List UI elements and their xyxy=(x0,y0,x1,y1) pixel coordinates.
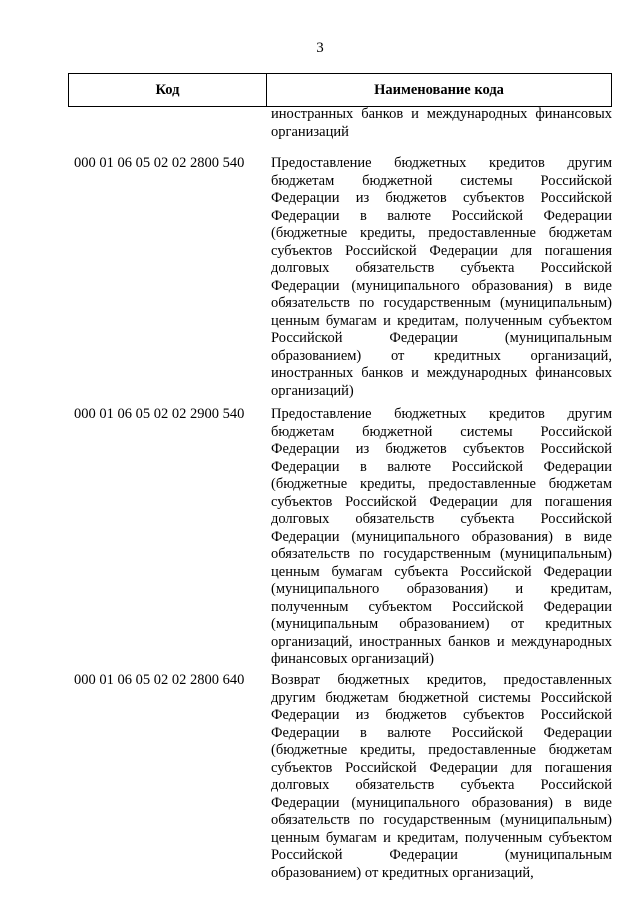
text-line: Федерации из бюджетов субъектов Российской xyxy=(271,707,612,723)
text-line: иностранных банков и международных финансовых xyxy=(271,106,612,122)
text-line: иностранных банков и международных финансовых xyxy=(271,365,612,381)
text-line: субъектов Российской Федерации для погашения xyxy=(271,242,612,259)
text-line: Возврат бюджетных кредитов, предоставленных xyxy=(271,672,612,688)
table-header xyxy=(68,73,612,107)
row-name xyxy=(271,406,612,669)
text-line: другим бюджетам бюджетной системы Российской xyxy=(271,689,612,706)
text-line: обязательств по государственным (муниципальным) xyxy=(271,295,612,311)
text-line: субъектов Российской Федерации для погашения xyxy=(271,759,612,776)
page-number: 3 xyxy=(316,40,324,56)
text-line: Федерации в валюте Российской Федерации xyxy=(271,724,612,741)
row-name xyxy=(271,155,612,400)
text-line: Федерации в валюте Российской Федерации xyxy=(271,207,612,224)
text-line: долговых обязательств субъекта Российской xyxy=(271,260,612,276)
text-line: организаций, иностранных банков и международных xyxy=(271,633,612,650)
text-line: бюджетам бюджетной системы Российской xyxy=(271,172,612,189)
row-code: 000 01 06 05 02 02 2900 540 xyxy=(74,406,245,422)
header-name: Наименование кода xyxy=(374,81,504,98)
row-code: 000 01 06 05 02 02 2800 640 xyxy=(74,672,245,688)
text-line: финансовых организаций) xyxy=(271,651,434,667)
continuation-text xyxy=(271,106,612,141)
text-line: (муниципальным образованием) от кредитных xyxy=(271,616,612,632)
text-line: обязательств по государственным (муниципальным) xyxy=(271,812,612,828)
text-line: (бюджетные кредиты, предоставленные бюджетам xyxy=(271,742,612,758)
header-code: Код xyxy=(69,74,267,106)
text-line: ценным бумагам и кредитам, полученным субъектом xyxy=(271,312,612,329)
text-line: бюджетам бюджетной системы Российской xyxy=(271,423,612,440)
text-line: полученным субъектом Российской Федерации xyxy=(271,598,612,615)
text-line: Федерации из бюджетов субъектов Российской xyxy=(271,441,612,457)
text-line: обязательств по государственным (муниципальным) xyxy=(271,546,612,562)
text-line: ценным бумагам субъекта Российской Федерации xyxy=(271,563,612,580)
text-line: Российской Федерации (муниципальным xyxy=(271,847,612,863)
text-line: Российской Федерации (муниципальным xyxy=(271,330,612,346)
text-line: образованием) от кредитных организаций, xyxy=(271,347,612,364)
text-line: (муниципального образования) и кредитам, xyxy=(271,581,612,597)
text-line: ценным бумагам и кредитам, полученным субъектом xyxy=(271,829,612,846)
text-line: долговых обязательств субъекта Российской xyxy=(271,777,612,793)
text-line: Федерации (муниципального образования) в виде xyxy=(271,277,612,294)
text-line: (бюджетные кредиты, предоставленные бюджетам xyxy=(271,225,612,241)
text-line: образованием) от кредитных организаций, xyxy=(271,864,534,881)
text-line: Федерации (муниципального образования) в виде xyxy=(271,794,612,811)
text-line: долговых обязательств субъекта Российской xyxy=(271,511,612,527)
text-line: субъектов Российской Федерации для погашения xyxy=(271,493,612,510)
row-code: 000 01 06 05 02 02 2800 540 xyxy=(74,155,245,171)
text-line: Предоставление бюджетных кредитов другим xyxy=(271,406,612,422)
text-line: Федерации в валюте Российской Федерации xyxy=(271,458,612,475)
text-line: организаций) xyxy=(271,382,354,399)
text-line: Предоставление бюджетных кредитов другим xyxy=(271,155,612,171)
text-line: организаций xyxy=(271,123,349,140)
text-line: Федерации (муниципального образования) в виде xyxy=(271,528,612,545)
row-name xyxy=(271,672,612,882)
text-line: Федерации из бюджетов субъектов Российской xyxy=(271,190,612,206)
text-line: (бюджетные кредиты, предоставленные бюджетам xyxy=(271,476,612,492)
